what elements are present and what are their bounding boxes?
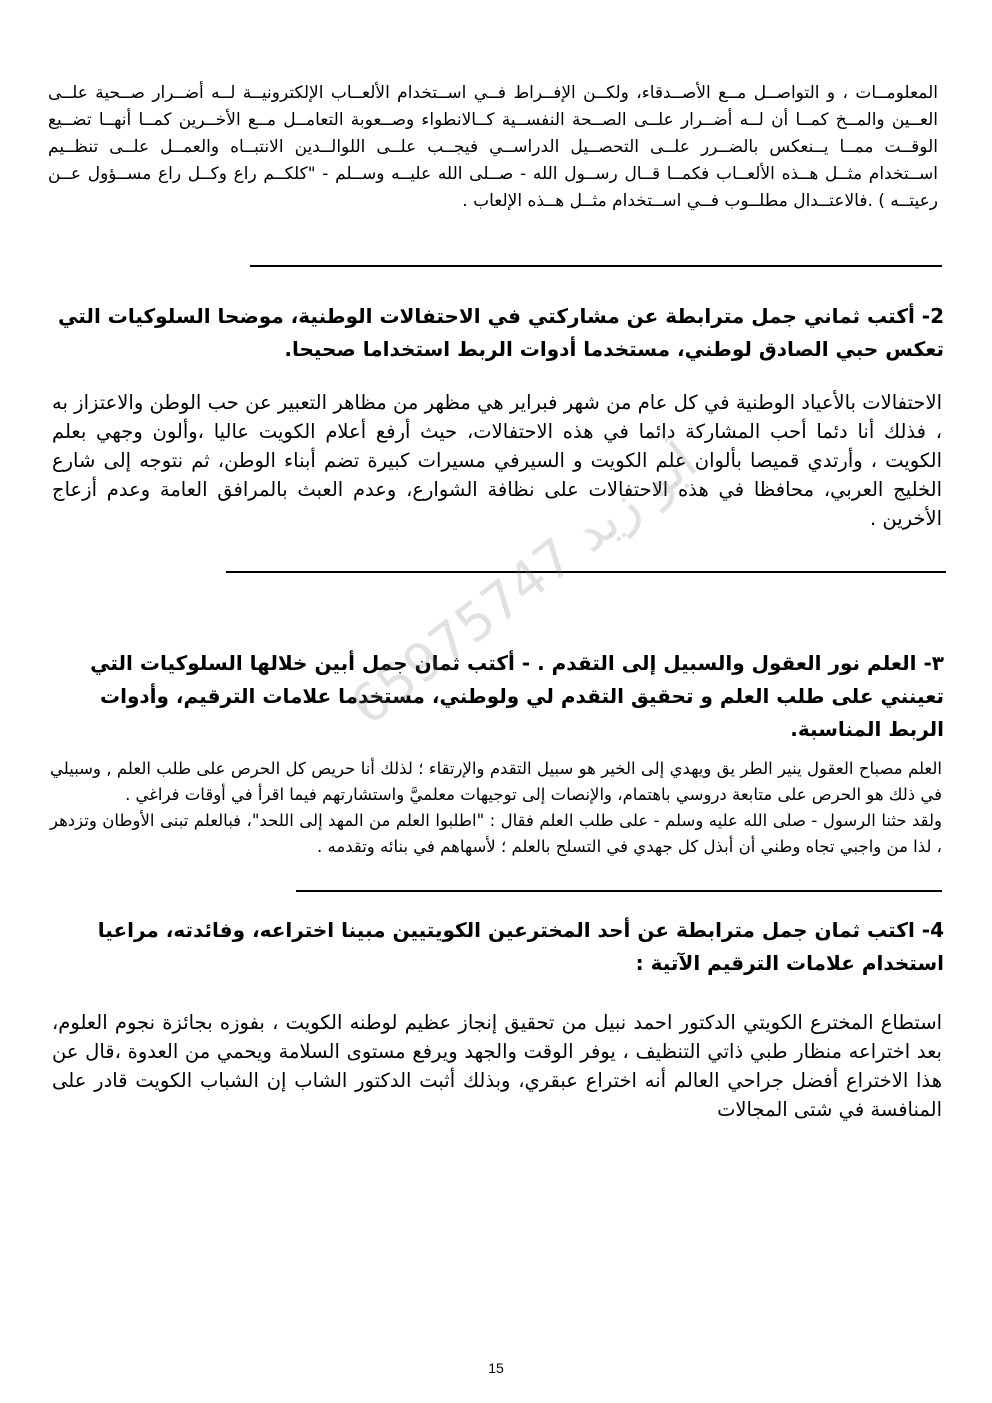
question-4-answer: استطاع المخترع الكويتي الدكتور احمد نبيل من تحقيق إنجاز عظيم لوطنه الكويت ، بفوزه بجائزة نجوم العلوم، بعد اختراعه منظار طبي ذاتي التنظيف ، يوفر الوقت والجهد ويرفع مستوى السلامة ويحمي من العدوة ،قال عن هذا الاختراع أفضل جراحي العالم أنه اختراع عبقري، وبذلك أثبت الدكتور الشاب إن الشباب الكويت قادر على المنافسة في شتى المجالات — [52, 1011, 942, 1121]
separator-line — [250, 265, 942, 267]
watermark: أبو زيد 65975747 — [340, 431, 709, 738]
question-3-title: ٣- العلم نور العقول والسبيل إلى التقدم . - أكتب ثمان جمل أبين خلالها السلوكيات التي تعينني على طلب العلم و تحقيق التقدم لي ولوطني، مستخدما علامات الترقيم، وأدوات الربط المناسبة. — [90, 651, 944, 741]
page-number: 15 — [488, 1360, 504, 1376]
separator-line — [296, 890, 942, 892]
question-4-title: 4- اكتب ثمان جمل مترابطة عن أحد المخترعين الكويتيين مبينا اختراعه، وفائدته، مراعيا استخدام علامات الترقيم الآتية : — [97, 918, 944, 975]
separator-line — [226, 571, 946, 573]
intro-paragraph: المعلومــات ، و التواصــل مــع الأصــدقاء، ولكــن الإفــراط فــي اســتخدام الألعــاب الإلكترونيــة لــه أضــرار صــحية علــى العــين والمــخ كمــا أن لــه أضــرار علــى الصــحة النفســية كــالانطواء وصــعوبة التعامــل مــع الأخــرين كمــا أنهــا تضــيع الوقــت ممــا يــنعكس بالضــرر علــى التحصــيل الدراســي فيجــب علــى اللوالــدين الانتبــاه والعمــل علــى تنظــيم اســتخدام مثــل هــذه الألعــاب فكمــا قــال رســول الله - صــلى الله عليــه وســلم - "كلكــم راع وكــل راع مســؤول عــن رعيتــه ) .فالاعتــدال مطلــوب فــي اســتخدام مثــل هــذه الإلعاب . — [48, 83, 938, 211]
question-3-answer-part-1: العلم مصباح العقول ينير الطر يق ويهدي إلى الخير هو سبيل التقدم والإرتقاء ؛ لذلك أنا حريص كل الحرص على طلب العلم , وسبيلي في ذلك هو الحرص على متابعة دروسي باهتمام، والإنصات إلى توجيهات معلميَّ واستشارتهم فيما اقرأ في أوقات فراغي . — [50, 759, 942, 804]
question-2-title: 2- أكتب ثماني جمل مترابطة عن مشاركتي في الاحتفالات الوطنية، موضحا السلوكيات التي تعكس حبي الصادق لوطني، مستخدما أدوات الربط استخداما صحيحا. — [58, 304, 944, 361]
question-3-answer-part-2: ولقد حثنا الرسول - صلى الله عليه وسلم - على طلب العلم فقال : "اطلبوا العلم من المهد إلى اللحد"، فبالعلم تبنى الأوطان وتزدهر ، لذا من واجبي تجاه وطني أن أبذل كل جهدي في التسلح بالعلم ؛ لأسهاهم في بنائه وتقدمه . — [50, 811, 942, 856]
question-2-answer: الاحتفالات بالأعياد الوطنية في كل عام من شهر فبراير هي مظهر من مظاهر التعبير عن حب الوطن والاعتزاز به ، فذلك أنا دئما أحب المشاركة دائما في هذه الاحتفالات، حيث أرفع أعلام الكويت عاليا ،وألون وجهي بعلم الكويت ، وأرتدي قميصا بألوان علم الكويت و السيرفي مسيرات كبيرة تضم أبناء الوطن، ثم نتوجه إلى شارع الخليج العربي، محافظا في هذه الاحتفالات على نظافة الشوارع، وعدم العبث بالمرافق العامة وعدم أزعاج الأخرين . — [52, 391, 942, 530]
document-page — [46, 80, 946, 1373]
